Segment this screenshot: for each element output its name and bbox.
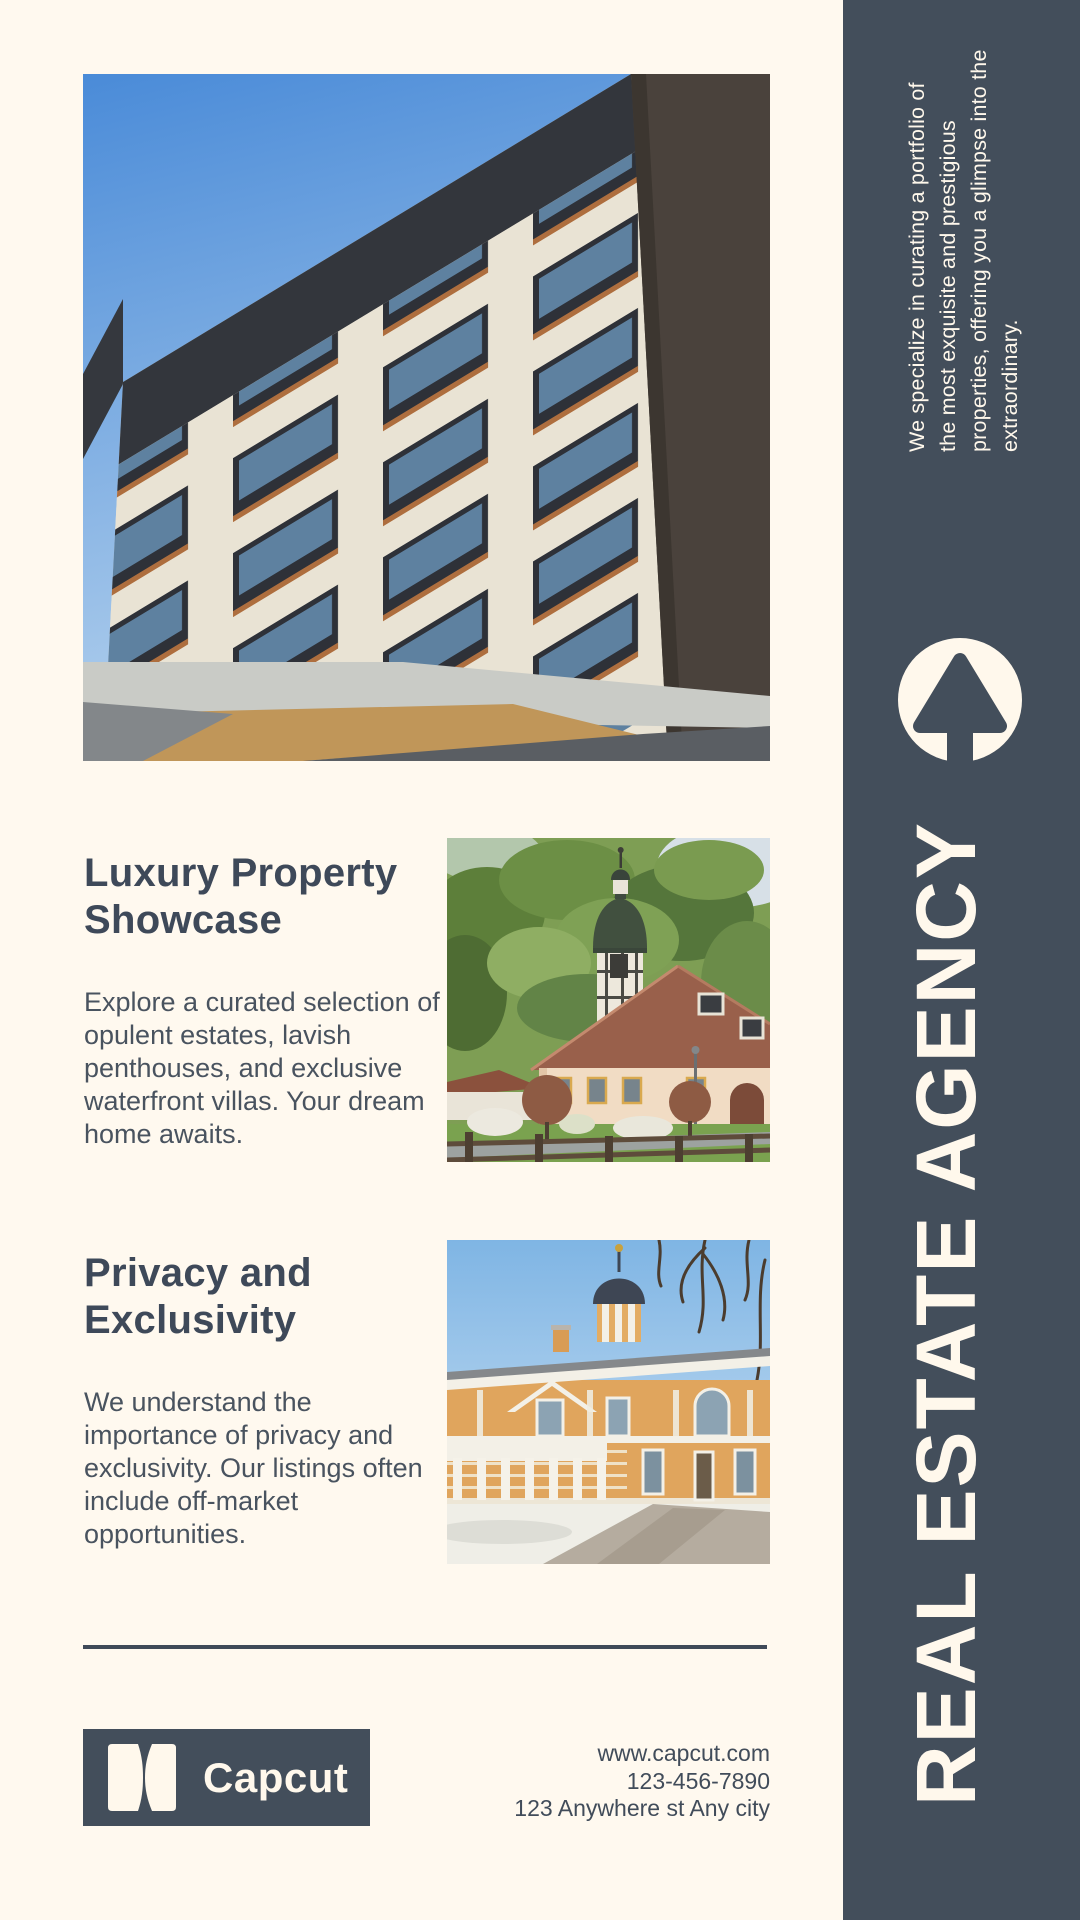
section-body-privacy: We understand the importance of privacy and exclusivity. Our listings often include off-market opportunities. bbox=[84, 1387, 423, 1549]
manor-house-photo bbox=[447, 838, 770, 1162]
phone-text: 123-456-7890 bbox=[626, 1767, 770, 1794]
footer-divider bbox=[83, 1645, 767, 1649]
section-body-luxury: Explore a curated selection of opulent estates, lavish penthouses, and exclusive waterfront villas. Your dream home awaits. bbox=[84, 987, 440, 1149]
section-heading-luxury: Luxury Property Showcase bbox=[84, 851, 398, 942]
yellow-mansion-photo bbox=[447, 1240, 770, 1564]
capcut-bowtie-icon bbox=[108, 1744, 176, 1811]
section-heading-privacy: Privacy and Exclusivity bbox=[84, 1251, 312, 1342]
hero-building-photo bbox=[83, 74, 770, 761]
website-text: www.capcut.com bbox=[597, 1740, 770, 1766]
agency-title: REAL ESTATE AGENCY bbox=[899, 821, 993, 1806]
brand-wordmark: Capcut bbox=[203, 1753, 349, 1801]
capcut-logo-box bbox=[83, 1729, 370, 1826]
contact-block bbox=[514, 1740, 770, 1823]
sidebar-tagline: We specialize in curating a portfolio of the most exquisite and prestigious properties, offering you a glimpse into the extraordinary. bbox=[905, 49, 1022, 452]
address-text: 123 Anywhere st Any city bbox=[514, 1795, 770, 1821]
tree-in-circle-icon bbox=[898, 638, 1022, 778]
